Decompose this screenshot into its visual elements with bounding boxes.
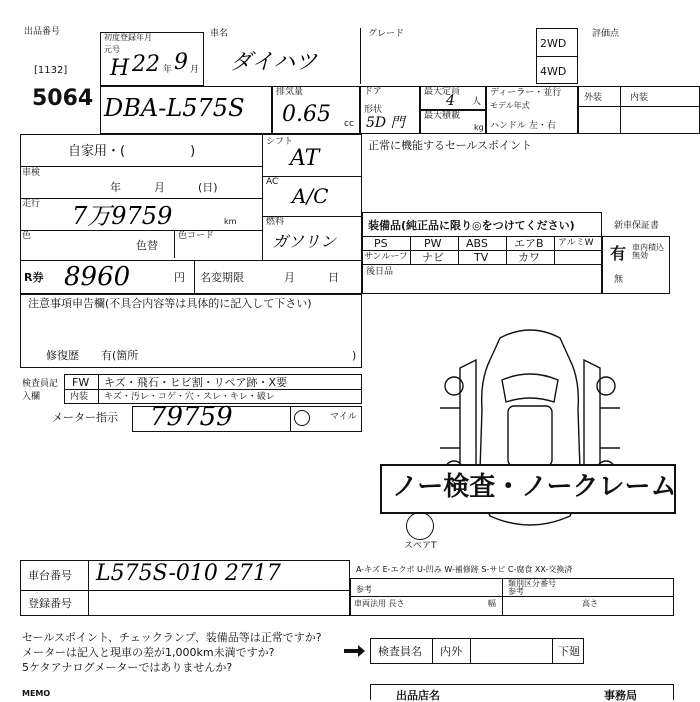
warranty-no: 無	[614, 275, 624, 285]
equip-sunroof: サンルーフ	[364, 252, 408, 262]
grade-label: グレード	[368, 29, 405, 39]
registration-label: 登録番号	[28, 597, 72, 610]
inspection-date: 年 月 (日)	[110, 181, 218, 194]
damage-legend: A-キズ E-エクボ U-凹み W-補修跡 S-サビ C-腐食 XX-交換済	[356, 565, 573, 574]
recycle-value: 8960	[64, 262, 131, 292]
confirm-label: 事務局	[604, 689, 637, 702]
year-value: 22	[132, 52, 160, 77]
insp-row2-head: 内装	[70, 392, 89, 402]
model-year-label: モデル年式	[490, 101, 530, 110]
color-code-label: 色コード	[178, 231, 215, 241]
shift-label: シフト	[266, 137, 294, 147]
ref-label-2: 参考	[508, 587, 524, 596]
arrow-icon	[344, 644, 366, 658]
displacement-value: 0.65	[282, 102, 331, 127]
max-load-unit: kg	[474, 123, 484, 132]
model-value: DBA-L575S	[104, 94, 245, 122]
inspector-name-label: 検査員名	[378, 645, 422, 658]
exterior-label: 外装	[584, 93, 603, 103]
ref-label: 参考	[356, 585, 372, 594]
inside-outside-label: 内外	[440, 645, 462, 658]
capacity-value: 4	[446, 93, 455, 109]
width-label: 幅	[488, 599, 496, 608]
year-unit: 年	[163, 65, 173, 75]
month-value: 9	[174, 50, 188, 75]
max-load-label: 最大積載	[424, 111, 461, 121]
name-change-date: 月 日	[284, 271, 339, 284]
equip-alloy: アルミW	[558, 238, 594, 248]
meter-value: 79759	[150, 402, 233, 432]
car-size-label: 車両法用 長さ	[354, 599, 405, 608]
car-windshield	[502, 374, 558, 402]
exhibitor-label: 出品店名	[396, 689, 440, 702]
mileage-label: 走行	[22, 199, 41, 209]
equip-tv: TV	[474, 251, 489, 264]
first-reg-label: 初度登録年月	[104, 33, 152, 42]
recycle-unit: 円	[174, 271, 185, 284]
handle-label: ハンドル 左・右	[490, 121, 556, 131]
mileage-value: 7万9759	[72, 202, 173, 230]
car-roof	[508, 406, 552, 466]
door-label: ドア	[364, 87, 382, 97]
drive-2wd: 2WD	[540, 37, 567, 50]
equip-abs: ABS	[466, 237, 488, 250]
insp-row1-head: FW	[72, 376, 90, 389]
meter-unit: マイル	[330, 412, 357, 422]
equip-airbag: エアB	[514, 237, 544, 250]
displacement-label: 排気量	[276, 87, 304, 97]
fuel-label: 燃料	[266, 217, 285, 227]
fuel-value: ガソリン	[272, 232, 337, 251]
era-label: 元号	[104, 45, 120, 54]
drive-4wd: 4WD	[540, 65, 567, 78]
recycle-label: R券	[24, 271, 44, 284]
ac-value: A/C	[292, 184, 329, 208]
equip-aftermarket: 後日品	[366, 267, 394, 277]
capacity-label: 最大定員	[424, 87, 461, 97]
inspection-label: 車検	[22, 168, 41, 178]
equipment-label: 装備品(純正品に限り◎をつけてください)	[368, 219, 575, 232]
notes-label: 注意事項申告欄(不具合内容等は具体的に記入して下さい)	[28, 297, 312, 310]
km-circle	[294, 410, 310, 426]
insp-row2: キズ・汚レ・コゲ・穴・スレ・キレ・破レ	[104, 392, 275, 402]
note-question-1: セールスポイント、チェックランプ、装備品等は正常ですか?	[22, 631, 322, 644]
chassis-label: 車台番号	[28, 569, 72, 582]
memo-label: MEMO	[22, 689, 51, 698]
equip-leather: カワ	[518, 251, 540, 264]
maker-label: 車名	[210, 29, 229, 39]
equip-pw: PW	[424, 237, 442, 250]
score-label: 評価点	[592, 29, 620, 39]
dealer-label: ディーラー・並行	[490, 88, 562, 98]
name-change-label: 名変期限	[200, 271, 244, 284]
class-label: 類別区分番号	[508, 579, 556, 588]
warranty-yes: 有	[610, 244, 627, 263]
equip-navi: ナビ	[422, 251, 444, 264]
equip-ps: PS	[374, 237, 388, 250]
no-inspection-text: ノー検査・ノークレーム	[392, 472, 677, 502]
shape-value: 5D 門	[366, 115, 405, 131]
repair-label: 修復歴 有(箇所	[46, 349, 139, 362]
spare-tire-icon	[406, 512, 434, 540]
insp-row1: キズ・飛石・ヒビ割・リペア跡・X要	[104, 376, 288, 389]
next-page-label: 下廻	[558, 645, 580, 658]
usage-label: 自家用・( )	[68, 144, 196, 159]
meter-label: メーター指示	[52, 411, 118, 424]
displacement-unit: cc	[344, 119, 354, 129]
note-question-2: メーターは記入と現車の差が1,000km未満ですか?	[22, 646, 275, 659]
top-left-label: 出品番号	[24, 27, 61, 37]
interior-label: 内装	[630, 93, 649, 103]
inspector-label: 検査員記入欄	[22, 379, 59, 402]
height-label: 高さ	[582, 599, 598, 608]
sales-points-label: 正常に機能するセールスポイント	[368, 139, 533, 152]
maker-value: ダイハツ	[230, 50, 318, 75]
era-value: H	[110, 56, 130, 81]
mileage-unit: km	[224, 217, 237, 226]
shape-label: 形状	[364, 105, 383, 115]
capacity-unit: 人	[472, 97, 482, 107]
warranty-note: 車内積込無効	[632, 243, 664, 260]
ac-label: AC	[266, 177, 279, 187]
month-unit: 月	[190, 65, 200, 75]
lot-number: 5064	[32, 86, 94, 111]
chassis-value: L575S-010 2717	[96, 561, 281, 586]
shift-value: AT	[290, 146, 320, 171]
color-change-label: 色替	[136, 239, 158, 252]
warranty-label: 新車保証書	[614, 221, 660, 231]
note-question-3: 5ケタアナログメーターではありませんか?	[22, 661, 233, 674]
color-label: 色	[22, 231, 32, 241]
lot-code: [1132]	[34, 65, 68, 76]
spare-label: スペアT	[404, 541, 437, 551]
